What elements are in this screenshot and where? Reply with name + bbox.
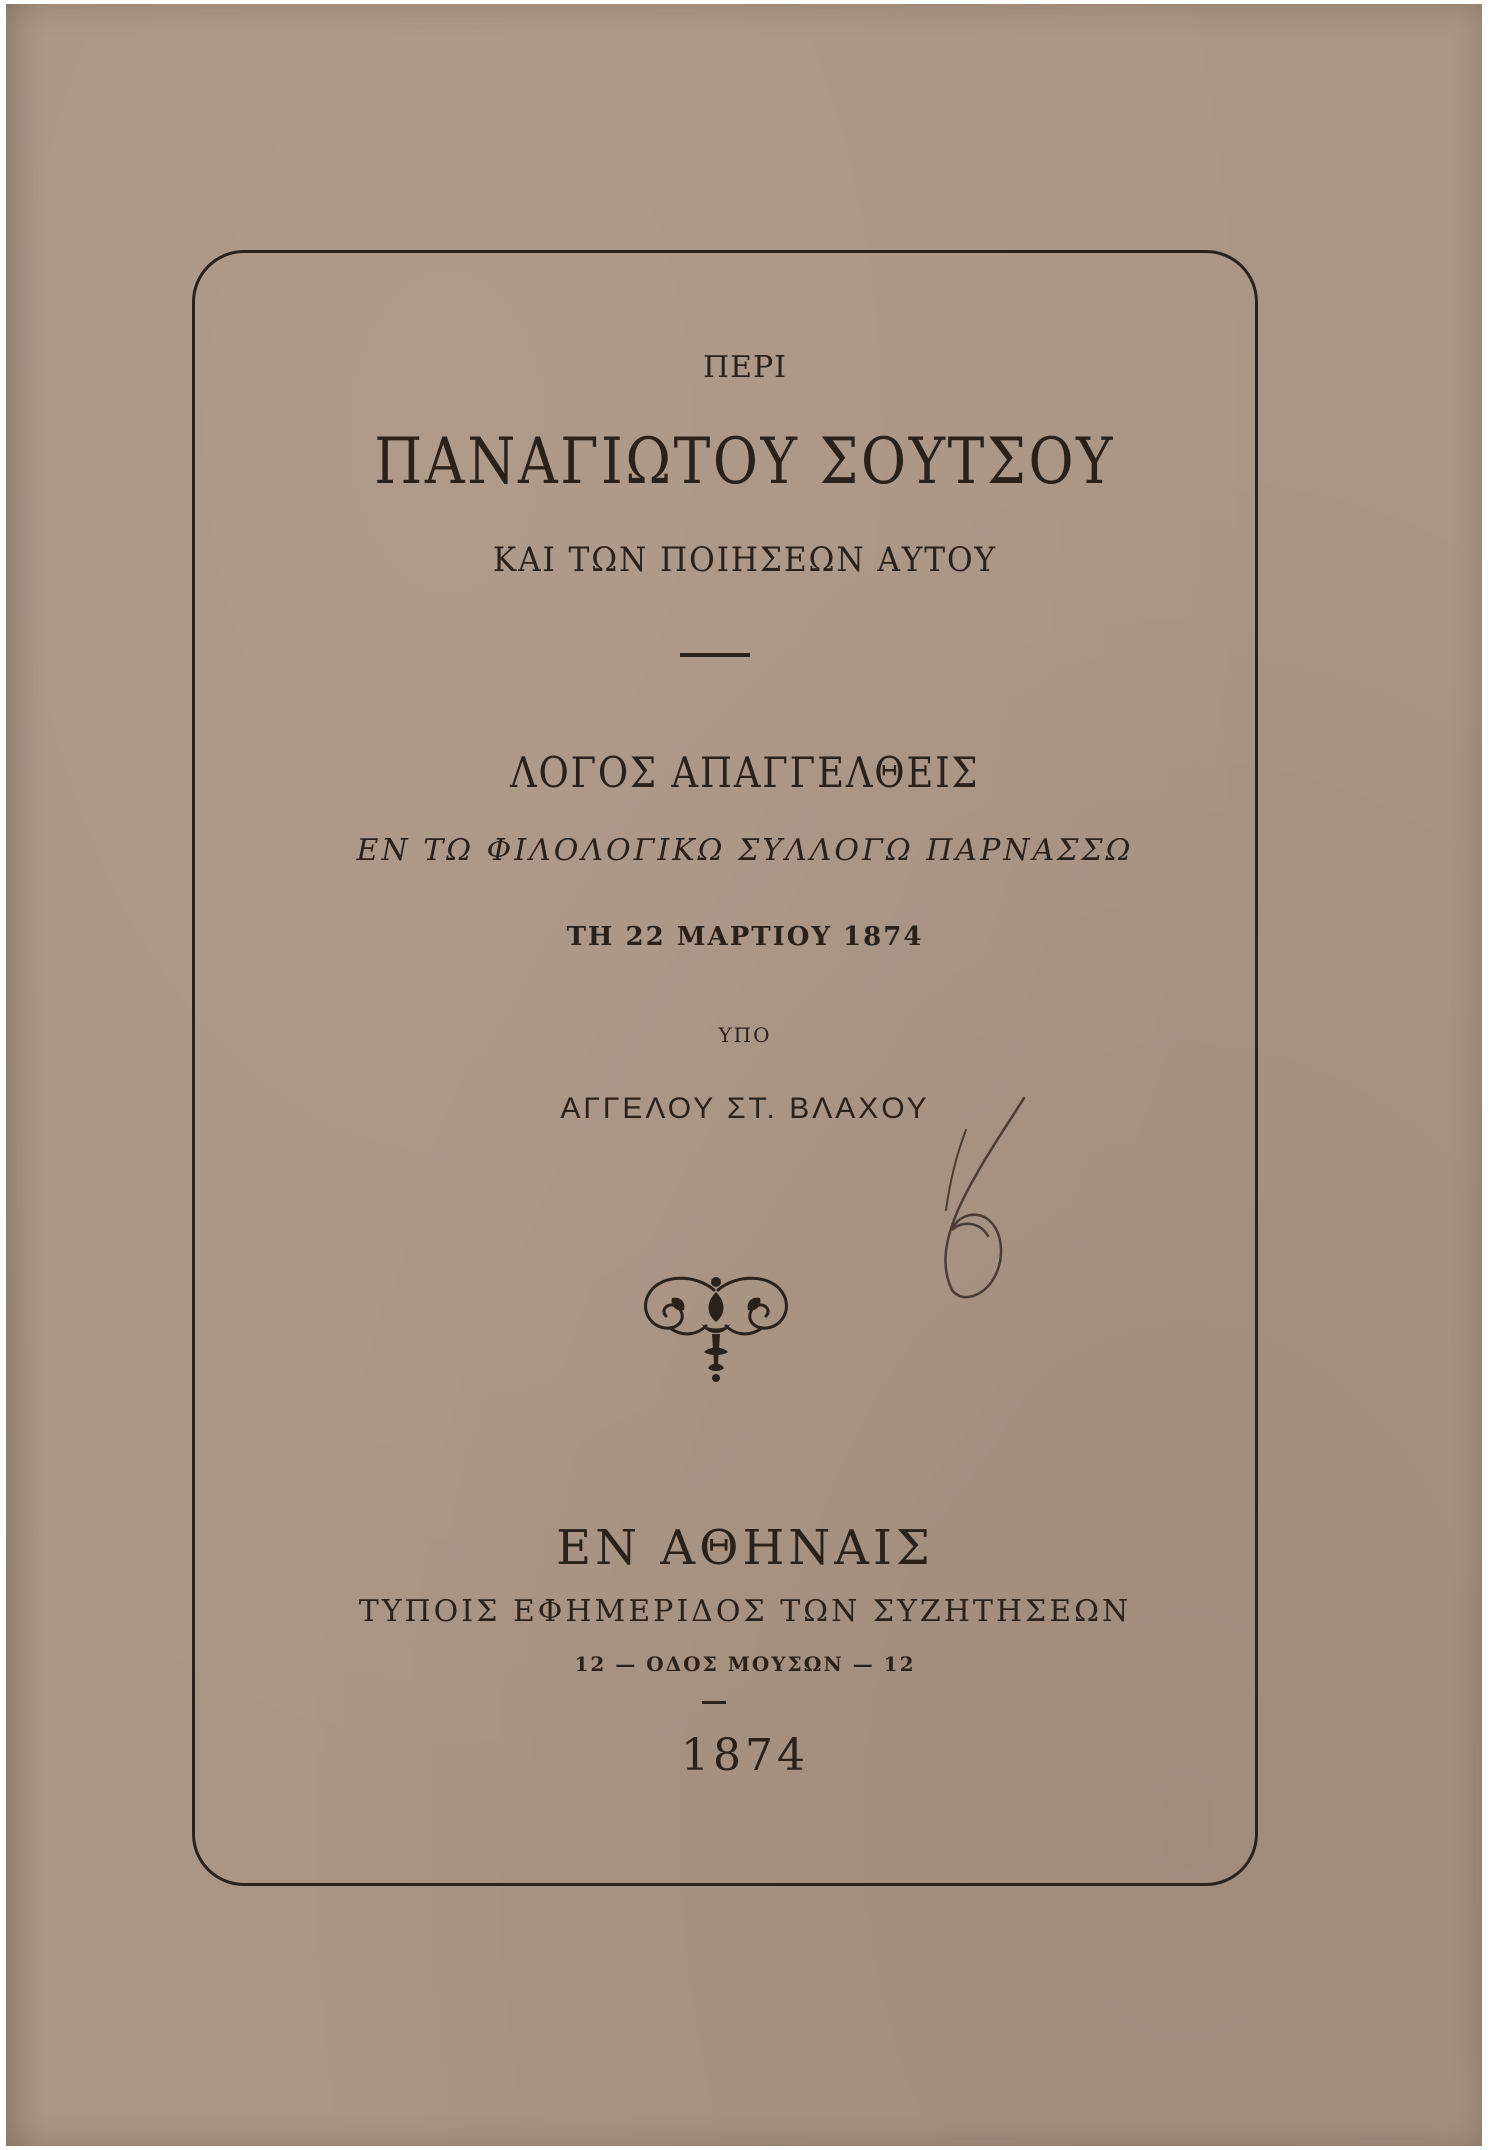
title-subject: [0, 425, 1490, 499]
imprint-press: ΤΥΠΟΙΣ ΕΦΗΜΕΡΙΔΟΣ ΤΩΝ ΣΥΖΗΤΗΣΕΩΝ: [358, 1594, 1132, 1629]
pencil-mark-icon: [906, 1090, 1046, 1310]
venue-line: ΕΝ ΤΩ ΦΙΛΟΛΟΓΙΚΩ ΣΥΛΛΟΓΩ ΠΑΡΝΑΣΣΩ: [356, 833, 1134, 868]
speech-heading: [0, 748, 1490, 797]
divider-rule-small: [702, 1701, 726, 1704]
title-subject-text: ΠΑΝΑΓΙΩΤΟΥ ΣΟΥΤΣΟΥ: [374, 425, 1116, 499]
floral-vignette-icon: [636, 1268, 796, 1384]
imprint-year: 1874: [681, 1730, 809, 1781]
title-subtitle: [0, 540, 1490, 580]
imprint-city: ΕΝ ΑΘΗΝΑΙΣ: [556, 1520, 934, 1576]
author-name: ΑΓΓΕΛΟΥ ΣΤ. ΒΛΑΧΟΥ: [560, 1092, 930, 1125]
speech-heading-text: ΛΟΓΟΣ ΑΠΑΓΓΕΛΘΕΙΣ: [510, 748, 980, 797]
book-cover: [6, 4, 1482, 2146]
date-line: ΤΗ 22 ΜΑΡΤΙΟΥ 1874: [566, 922, 924, 952]
title-preposition: ΠΕΡΙ: [702, 350, 788, 385]
imprint-address: 12 — ΟΔΟΣ ΜΟΥΣΩΝ — 12: [574, 1652, 916, 1676]
title-subtitle-text: ΚΑΙ ΤΩΝ ΠΟΙΗΣΕΩΝ ΑΥΤΟΥ: [492, 540, 997, 580]
divider-rule: [680, 653, 750, 657]
by-line: ΥΠΟ: [718, 1023, 772, 1047]
